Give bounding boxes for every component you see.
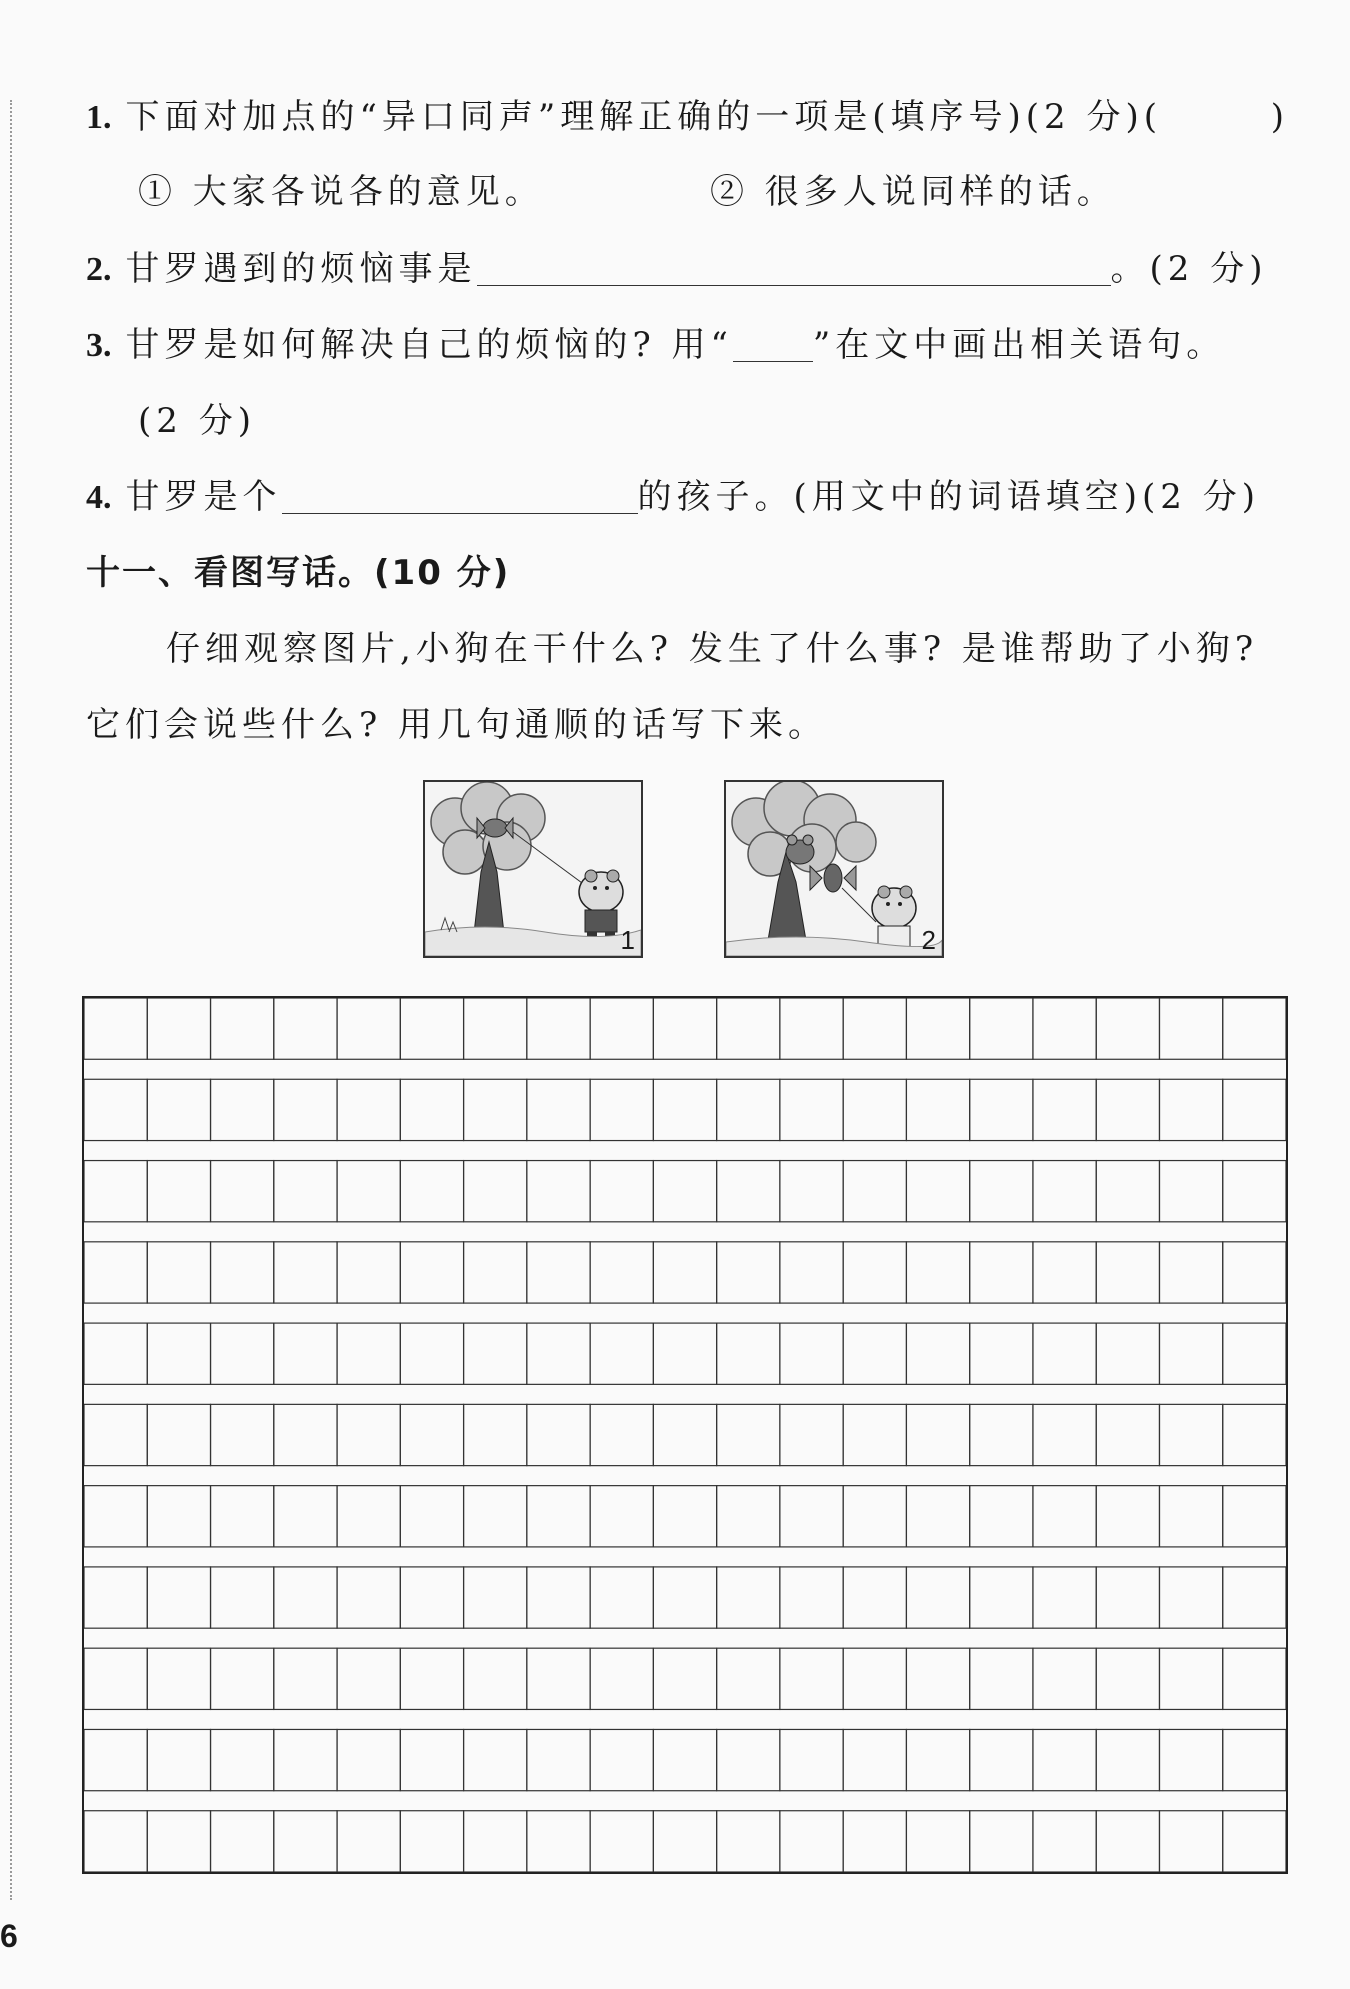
- grid-cell[interactable]: [527, 1648, 590, 1709]
- grid-cell[interactable]: [400, 1161, 463, 1222]
- prompt-line-2: 它们会说些什么? 用几句通顺的话写下来。: [86, 705, 828, 745]
- grid-cell[interactable]: [1033, 998, 1096, 1059]
- grid-cell[interactable]: [1223, 1486, 1286, 1547]
- question-text: 甘罗遇到的烦恼事是: [125, 249, 477, 289]
- grid-cell[interactable]: [400, 1079, 463, 1140]
- grid-cell[interactable]: [590, 1404, 653, 1465]
- grid-cell[interactable]: [717, 1648, 780, 1709]
- grid-cell[interactable]: [84, 1404, 147, 1465]
- grid-cell[interactable]: [527, 1404, 590, 1465]
- grid-cell[interactable]: [843, 1486, 906, 1547]
- grid-cell[interactable]: [84, 1486, 147, 1547]
- grid-cell[interactable]: [147, 1404, 210, 1465]
- grid-cell[interactable]: [970, 1486, 1033, 1547]
- grid-cell[interactable]: [211, 1161, 274, 1222]
- grid-cell[interactable]: [1159, 998, 1222, 1059]
- grid-cell[interactable]: [464, 1486, 527, 1547]
- question-tail: 的孩子。(用文中的词语填空)(2 分): [637, 477, 1260, 517]
- grid-cell[interactable]: [843, 1811, 906, 1872]
- grid-cell[interactable]: [717, 1486, 780, 1547]
- question-tail: ”在文中画出相关语句。: [812, 325, 1226, 365]
- grid-cell[interactable]: [337, 1079, 400, 1140]
- question-4: [86, 475, 1284, 520]
- grid-cell[interactable]: [653, 1323, 716, 1384]
- grid-cell[interactable]: [1033, 1404, 1096, 1465]
- grid-cell[interactable]: [780, 1242, 843, 1303]
- grid-cell[interactable]: [653, 1729, 716, 1790]
- grid-cell[interactable]: [211, 1242, 274, 1303]
- grid-cell[interactable]: [1096, 1323, 1159, 1384]
- grid-cell[interactable]: [843, 998, 906, 1059]
- grid-cell[interactable]: [147, 1079, 210, 1140]
- grid-cell[interactable]: [780, 1486, 843, 1547]
- grid-cell[interactable]: [780, 1567, 843, 1628]
- grid-cell[interactable]: [274, 1729, 337, 1790]
- question-3-score: [138, 399, 1284, 443]
- grid-cell[interactable]: [464, 1648, 527, 1709]
- grid-cell[interactable]: [590, 1729, 653, 1790]
- grid-row[interactable]: [84, 1648, 1286, 1709]
- prompt-line-1: 仔细观察图片,小狗在干什么? 发生了什么事? 是谁帮助了小狗?: [166, 629, 1259, 669]
- grid-cell[interactable]: [590, 1079, 653, 1140]
- grid-cell[interactable]: [1159, 1486, 1222, 1547]
- grid-cell[interactable]: [1159, 1811, 1222, 1872]
- grid-cell[interactable]: [527, 1079, 590, 1140]
- grid-cell[interactable]: [653, 998, 716, 1059]
- grid-cell[interactable]: [527, 1729, 590, 1790]
- grid-row[interactable]: [84, 1161, 1286, 1222]
- grid-cell[interactable]: [1096, 1079, 1159, 1140]
- grid-cell[interactable]: [464, 1242, 527, 1303]
- grid-cell[interactable]: [400, 1729, 463, 1790]
- grid-cell[interactable]: [84, 998, 147, 1059]
- grid-cell[interactable]: [400, 1323, 463, 1384]
- grid-row[interactable]: [84, 1323, 1286, 1384]
- grid-cell[interactable]: [1033, 1567, 1096, 1628]
- grid-cell[interactable]: [843, 1323, 906, 1384]
- grid-cell[interactable]: [337, 1323, 400, 1384]
- grid-cell[interactable]: [527, 998, 590, 1059]
- grid-cell[interactable]: [147, 1811, 210, 1872]
- grid-cell[interactable]: [1033, 1486, 1096, 1547]
- grid-row[interactable]: [84, 1729, 1286, 1790]
- dog-flying-kite-icon: [425, 782, 641, 956]
- grid-cell[interactable]: [211, 1404, 274, 1465]
- grid-cell[interactable]: [1159, 1404, 1222, 1465]
- grid-cell[interactable]: [1033, 1648, 1096, 1709]
- grid-cell[interactable]: [906, 1811, 969, 1872]
- question-number: 3.: [86, 327, 112, 364]
- grid-cell[interactable]: [84, 1648, 147, 1709]
- grid-cell[interactable]: [1223, 1811, 1286, 1872]
- grid-cell[interactable]: [970, 1404, 1033, 1465]
- grid-cell[interactable]: [211, 1079, 274, 1140]
- grid-cell[interactable]: [590, 1323, 653, 1384]
- grid-cell[interactable]: [274, 1567, 337, 1628]
- grid-cell[interactable]: [780, 1729, 843, 1790]
- grid-cell[interactable]: [337, 1242, 400, 1303]
- grid-row[interactable]: [84, 1811, 1286, 1872]
- picture-1: [423, 780, 643, 958]
- picture-label: 2: [921, 925, 936, 955]
- grid-cell[interactable]: [274, 1242, 337, 1303]
- grid-cell[interactable]: [211, 1729, 274, 1790]
- question-number: 2.: [86, 251, 112, 288]
- grid-cell[interactable]: [274, 1161, 337, 1222]
- grid-cell[interactable]: [843, 1648, 906, 1709]
- grid-cell[interactable]: [906, 1648, 969, 1709]
- grid-cell[interactable]: [211, 1486, 274, 1547]
- grid-cell[interactable]: [780, 1648, 843, 1709]
- grid-cell[interactable]: [906, 1079, 969, 1140]
- writing-grid-cells[interactable]: [84, 998, 1286, 1872]
- underline-symbol: [733, 327, 813, 362]
- grid-cell[interactable]: [717, 1323, 780, 1384]
- grid-cell[interactable]: [970, 1242, 1033, 1303]
- grid-row[interactable]: [84, 1404, 1286, 1465]
- grid-cell[interactable]: [1096, 1811, 1159, 1872]
- grid-cell[interactable]: [1096, 1161, 1159, 1222]
- grid-cell[interactable]: [780, 998, 843, 1059]
- grid-cell[interactable]: [1223, 998, 1286, 1059]
- grid-cell[interactable]: [653, 1161, 716, 1222]
- grid-cell[interactable]: [970, 1648, 1033, 1709]
- grid-cell[interactable]: [717, 998, 780, 1059]
- grid-cell[interactable]: [1159, 1323, 1222, 1384]
- grid-cell[interactable]: [464, 1161, 527, 1222]
- grid-cell[interactable]: [653, 1079, 716, 1140]
- grid-cell[interactable]: [653, 1242, 716, 1303]
- grid-cell[interactable]: [337, 1161, 400, 1222]
- grid-cell[interactable]: [590, 1161, 653, 1222]
- binding-margin-line: [10, 100, 12, 1900]
- grid-row[interactable]: [84, 1079, 1286, 1140]
- grid-cell[interactable]: [400, 998, 463, 1059]
- grid-row[interactable]: [84, 998, 1286, 1059]
- grid-cell[interactable]: [147, 1242, 210, 1303]
- grid-cell[interactable]: [84, 1729, 147, 1790]
- grid-cell[interactable]: [400, 1811, 463, 1872]
- grid-cell[interactable]: [84, 1323, 147, 1384]
- grid-cell[interactable]: [147, 998, 210, 1059]
- grid-cell[interactable]: [337, 998, 400, 1059]
- grid-cell[interactable]: [1223, 1161, 1286, 1222]
- grid-cell[interactable]: [274, 1486, 337, 1547]
- grid-cell[interactable]: [1223, 1404, 1286, 1465]
- grid-cell[interactable]: [1033, 1242, 1096, 1303]
- question-tail: 。(2 分): [1110, 249, 1268, 289]
- question-1: [86, 95, 1284, 140]
- grid-cell[interactable]: [1159, 1648, 1222, 1709]
- grid-cell[interactable]: [211, 998, 274, 1059]
- grid-cell[interactable]: [464, 998, 527, 1059]
- grid-cell[interactable]: [906, 1567, 969, 1628]
- question-number: 4.: [86, 479, 112, 516]
- grid-cell[interactable]: [1033, 1161, 1096, 1222]
- grid-cell[interactable]: [1159, 1161, 1222, 1222]
- question-text: 甘罗是个: [125, 477, 282, 517]
- grid-cell[interactable]: [1096, 1567, 1159, 1628]
- answer-blank-line[interactable]: [282, 479, 638, 514]
- grid-cell[interactable]: [337, 1811, 400, 1872]
- grid-cell[interactable]: [843, 1079, 906, 1140]
- grid-cell[interactable]: [1223, 1242, 1286, 1303]
- grid-cell[interactable]: [970, 1323, 1033, 1384]
- grid-cell[interactable]: [274, 998, 337, 1059]
- grid-cell[interactable]: [780, 1079, 843, 1140]
- grid-cell[interactable]: [843, 1404, 906, 1465]
- grid-cell[interactable]: [780, 1161, 843, 1222]
- grid-cell[interactable]: [843, 1567, 906, 1628]
- grid-cell[interactable]: [400, 1404, 463, 1465]
- grid-cell[interactable]: [970, 998, 1033, 1059]
- grid-cell[interactable]: [400, 1567, 463, 1628]
- grid-cell[interactable]: [1096, 1729, 1159, 1790]
- grid-cell[interactable]: [717, 1567, 780, 1628]
- grid-cell[interactable]: [464, 1323, 527, 1384]
- grid-cell[interactable]: [1223, 1648, 1286, 1709]
- grid-cell[interactable]: [843, 1729, 906, 1790]
- grid-cell[interactable]: [970, 1161, 1033, 1222]
- grid-cell[interactable]: [211, 1567, 274, 1628]
- grid-cell[interactable]: [590, 1811, 653, 1872]
- grid-cell[interactable]: [717, 1729, 780, 1790]
- grid-cell[interactable]: [464, 1079, 527, 1140]
- grid-cell[interactable]: [1223, 1567, 1286, 1628]
- question-number: 1.: [86, 99, 112, 136]
- section-heading: 十一、看图写话。(10 分): [86, 553, 511, 593]
- grid-cell[interactable]: [1033, 1729, 1096, 1790]
- grid-cell[interactable]: [653, 1648, 716, 1709]
- grid-cell[interactable]: [337, 1648, 400, 1709]
- grid-cell[interactable]: [653, 1811, 716, 1872]
- grid-cell[interactable]: [147, 1567, 210, 1628]
- grid-cell[interactable]: [653, 1404, 716, 1465]
- grid-cell[interactable]: [527, 1567, 590, 1628]
- grid-cell[interactable]: [527, 1811, 590, 1872]
- question-1-options: [138, 170, 1284, 214]
- grid-cell[interactable]: [590, 998, 653, 1059]
- grid-cell[interactable]: [970, 1567, 1033, 1628]
- grid-cell[interactable]: [464, 1729, 527, 1790]
- grid-cell[interactable]: [590, 1242, 653, 1303]
- grid-cell[interactable]: [527, 1486, 590, 1547]
- grid-cell[interactable]: [1033, 1079, 1096, 1140]
- grid-cell[interactable]: [1096, 998, 1159, 1059]
- grid-cell[interactable]: [84, 1079, 147, 1140]
- grid-cell[interactable]: [147, 1161, 210, 1222]
- grid-row[interactable]: [84, 1567, 1286, 1628]
- grid-cell[interactable]: [780, 1323, 843, 1384]
- grid-cell[interactable]: [780, 1811, 843, 1872]
- grid-cell[interactable]: [1096, 1648, 1159, 1709]
- grid-cell[interactable]: [274, 1648, 337, 1709]
- option-1: ① 大家各说各的意见。: [138, 172, 544, 212]
- grid-cell[interactable]: [1096, 1242, 1159, 1303]
- grid-cell[interactable]: [84, 1811, 147, 1872]
- grid-cell[interactable]: [464, 1811, 527, 1872]
- grid-cell[interactable]: [527, 1323, 590, 1384]
- page-number: 6: [0, 1918, 18, 1954]
- grid-cell[interactable]: [780, 1404, 843, 1465]
- question-3: [86, 323, 1284, 368]
- grid-cell[interactable]: [211, 1811, 274, 1872]
- grid-cell[interactable]: [906, 998, 969, 1059]
- answer-paren-close: ): [1270, 97, 1284, 137]
- grid-cell[interactable]: [717, 1242, 780, 1303]
- grid-cell[interactable]: [1096, 1486, 1159, 1547]
- picture-2: [724, 780, 944, 958]
- grid-cell[interactable]: [717, 1404, 780, 1465]
- grid-cell[interactable]: [717, 1161, 780, 1222]
- grid-cell[interactable]: [337, 1404, 400, 1465]
- question-text: 下面对加点的“异口同声”理解正确的一项是(填序号)(2 分)(: [125, 97, 1163, 137]
- grid-cell[interactable]: [527, 1161, 590, 1222]
- answer-blank-line[interactable]: [477, 251, 1111, 286]
- grid-cell[interactable]: [906, 1323, 969, 1384]
- grid-cell[interactable]: [970, 1729, 1033, 1790]
- grid-cell[interactable]: [1033, 1811, 1096, 1872]
- grid-cell[interactable]: [147, 1486, 210, 1547]
- grid-cell[interactable]: [1033, 1323, 1096, 1384]
- writing-grid[interactable]: [82, 996, 1288, 1874]
- grid-cell[interactable]: [1223, 1323, 1286, 1384]
- grid-cell[interactable]: [906, 1404, 969, 1465]
- grid-cell[interactable]: [906, 1729, 969, 1790]
- grid-cell[interactable]: [590, 1486, 653, 1547]
- score-label: (2 分): [138, 401, 256, 441]
- grid-cell[interactable]: [1159, 1079, 1222, 1140]
- grid-cell[interactable]: [464, 1404, 527, 1465]
- grid-cell[interactable]: [274, 1811, 337, 1872]
- grid-cell[interactable]: [1223, 1729, 1286, 1790]
- grid-cell[interactable]: [970, 1079, 1033, 1140]
- grid-cell[interactable]: [1223, 1079, 1286, 1140]
- grid-cell[interactable]: [337, 1486, 400, 1547]
- grid-cell[interactable]: [147, 1323, 210, 1384]
- grid-cell[interactable]: [464, 1567, 527, 1628]
- grid-cell[interactable]: [84, 1242, 147, 1303]
- grid-cell[interactable]: [843, 1242, 906, 1303]
- grid-cell[interactable]: [653, 1567, 716, 1628]
- grid-cell[interactable]: [906, 1242, 969, 1303]
- grid-cell[interactable]: [1096, 1404, 1159, 1465]
- grid-cell[interactable]: [590, 1648, 653, 1709]
- grid-cell[interactable]: [653, 1486, 716, 1547]
- grid-cell[interactable]: [906, 1161, 969, 1222]
- grid-cell[interactable]: [717, 1079, 780, 1140]
- grid-cell[interactable]: [1159, 1242, 1222, 1303]
- grid-cell[interactable]: [970, 1811, 1033, 1872]
- grid-cell[interactable]: [337, 1729, 400, 1790]
- picture-label: 1: [620, 925, 635, 955]
- grid-cell[interactable]: [211, 1323, 274, 1384]
- grid-cell[interactable]: [906, 1486, 969, 1547]
- grid-row[interactable]: [84, 1242, 1286, 1303]
- grid-cell[interactable]: [337, 1567, 400, 1628]
- question-2: [86, 247, 1284, 292]
- grid-cell[interactable]: [843, 1161, 906, 1222]
- grid-cell[interactable]: [147, 1729, 210, 1790]
- grid-cell[interactable]: [274, 1323, 337, 1384]
- grid-cell[interactable]: [211, 1648, 274, 1709]
- option-2: ② 很多人说同样的话。: [710, 172, 1116, 212]
- grid-cell[interactable]: [400, 1486, 463, 1547]
- grid-cell[interactable]: [147, 1648, 210, 1709]
- question-text: 甘罗是如何解决自己的烦恼的? 用“: [125, 325, 733, 365]
- grid-cell[interactable]: [84, 1567, 147, 1628]
- grid-cell[interactable]: [274, 1079, 337, 1140]
- grid-cell[interactable]: [527, 1242, 590, 1303]
- grid-row[interactable]: [84, 1486, 1286, 1547]
- grid-cell[interactable]: [590, 1567, 653, 1628]
- monkey-retrieves-kite-icon: [726, 782, 942, 956]
- grid-cell[interactable]: [1159, 1729, 1222, 1790]
- grid-cell[interactable]: [400, 1242, 463, 1303]
- grid-cell[interactable]: [717, 1811, 780, 1872]
- grid-cell[interactable]: [400, 1648, 463, 1709]
- grid-cell[interactable]: [1159, 1567, 1222, 1628]
- grid-cell[interactable]: [274, 1404, 337, 1465]
- grid-cell[interactable]: [84, 1161, 147, 1222]
